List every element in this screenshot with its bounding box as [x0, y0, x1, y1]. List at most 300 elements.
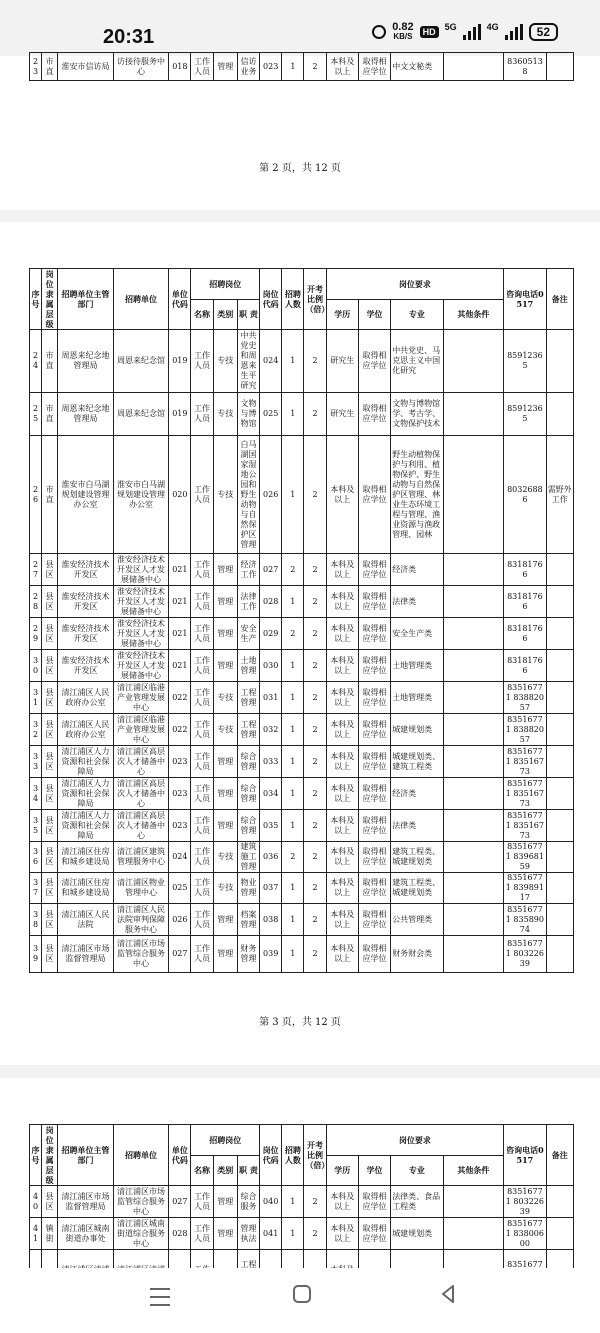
cell-num: 1 [282, 330, 304, 393]
cell-name: 工作人员 [191, 778, 213, 810]
cell-unit: 淮安经济技术开发区人才发展储备中心 [113, 586, 169, 618]
cell-other [443, 650, 504, 682]
page-footer: 第 2 页，共 12 页 [259, 163, 341, 174]
cell-type: 管理 [213, 1186, 237, 1218]
header-edu: 学历 [326, 299, 358, 330]
header-post-group: 招聘岗位 [191, 1125, 260, 1156]
cell-phone: 83516771 83882057 [504, 682, 546, 714]
menu-icon[interactable] [150, 1288, 170, 1306]
cell-dept: 周恩来纪念地管理局 [58, 330, 114, 393]
cell-ucode: 021 [169, 650, 191, 682]
cell-ratio: 2 [304, 682, 326, 714]
cell-degree: 取得相应学位 [358, 873, 390, 904]
cell-dept: 淮安经济技术开发区 [58, 554, 114, 586]
cell-duty: 信访业务 [237, 53, 259, 81]
cell-major: 土地管理类 [391, 682, 443, 714]
cell-name: 工作人员 [191, 436, 213, 554]
cell-note [546, 936, 573, 973]
cell-note [546, 586, 573, 618]
cell-duty: 综合管理 [237, 778, 259, 810]
cell-duty: 管理执法 [237, 1218, 259, 1250]
cell-other [443, 618, 504, 650]
cell-edu: 研究生 [326, 393, 358, 436]
cell-duty: 经济工作 [237, 554, 259, 586]
header-level: 岗位隶属层级 [42, 269, 58, 330]
cell-other [443, 1218, 504, 1250]
cell-major: 安全生产类 [391, 618, 443, 650]
cell-other [443, 714, 504, 746]
cell-major: 中共党史、马克思主义中国化研究 [391, 330, 443, 393]
header-num: 招聘人数 [282, 1125, 304, 1186]
cell-major: 土地管理类 [391, 650, 443, 682]
cell-name: 工作人员 [191, 393, 213, 436]
header-post-name: 名称 [191, 1155, 213, 1186]
cell-ucode: 021 [169, 554, 191, 586]
cell-dept: 清江浦区人民法院 [58, 904, 114, 936]
cell-degree: 取得相应学位 [358, 330, 390, 393]
cell-note [546, 842, 573, 873]
cell-edu: 本科及以上 [326, 873, 358, 904]
cell-other [443, 554, 504, 586]
cell-degree: 取得相应学位 [358, 842, 390, 873]
cell-name: 工作人员 [191, 554, 213, 586]
cell-level: 市直 [42, 393, 58, 436]
header-post-type: 类别 [213, 299, 237, 330]
cell-type: 专技 [213, 330, 237, 393]
cell-name: 工作人员 [191, 1186, 213, 1218]
header-major: 专业 [391, 299, 443, 330]
cell-seq: 33 [30, 746, 42, 778]
cell-unit: 清江浦区高层次人才储备中心 [113, 810, 169, 842]
cell-level: 县区 [42, 746, 58, 778]
cell-unit: 清江浦区建筑管理服务中心 [113, 842, 169, 873]
cell-phone: 83516771 83989117 [504, 873, 546, 904]
cell-type: 专技 [213, 393, 237, 436]
cell-degree: 取得相应学位 [358, 746, 390, 778]
cell-degree: 取得相应学位 [358, 810, 390, 842]
cell-pcode: 028 [260, 586, 282, 618]
cell-num: 1 [282, 393, 304, 436]
cell-ratio: 2 [304, 778, 326, 810]
header-pcode: 岗位代码 [260, 269, 282, 330]
cell-degree: 取得相应学位 [358, 436, 390, 554]
cell-num: 1 [282, 53, 304, 81]
cell-dept: 淮安市白马湖规划建设管理办公室 [58, 436, 114, 554]
cell-num: 2 [282, 554, 304, 586]
cell-ratio: 2 [304, 873, 326, 904]
cell-ratio: 2 [304, 53, 326, 81]
header-other: 其他条件 [443, 1155, 504, 1186]
cell-phone: 83516771 83516773 [504, 746, 546, 778]
header-dept: 招聘单位主管部门 [58, 1125, 114, 1186]
cell-dept: 淮安市信访局 [58, 53, 114, 81]
cell-level: 县区 [42, 1186, 58, 1218]
cell-edu: 本科及以上 [326, 650, 358, 682]
cell-level: 市直 [42, 436, 58, 554]
cell-major: 城建规划类 [391, 714, 443, 746]
cell-degree: 取得相应学位 [358, 393, 390, 436]
cell-type: 管理 [213, 778, 237, 810]
header-requirements: 岗位要求 [326, 1125, 504, 1156]
cell-note [546, 650, 573, 682]
cell-seq: 30 [30, 650, 42, 682]
cell-note [546, 393, 573, 436]
speed-unit: KB/S [393, 32, 413, 41]
cell-major: 中文文秘类 [391, 53, 443, 81]
cell-pcode: 034 [260, 778, 282, 810]
cell-level: 县区 [42, 936, 58, 973]
cell-name: 工作人员 [191, 873, 213, 904]
cell-num: 1 [282, 436, 304, 554]
cell-edu: 研究生 [326, 330, 358, 393]
cell-note [546, 778, 573, 810]
cell-duty: 物业管理 [237, 873, 259, 904]
cell-major: 建筑工程类、城建规划类 [391, 873, 443, 904]
cell-num: 1 [282, 778, 304, 810]
cell-degree: 取得相应学位 [358, 1218, 390, 1250]
cell-name: 工作人员 [191, 936, 213, 973]
table-row [30, 650, 574, 682]
cell-edu: 本科及以上 [326, 436, 358, 554]
table-row [30, 1186, 574, 1218]
cell-name: 工作人员 [191, 810, 213, 842]
cell-seq: 38 [30, 904, 42, 936]
header-requirements: 岗位要求 [326, 269, 504, 300]
cell-seq: 26 [30, 436, 42, 554]
cell-name: 工作人员 [191, 1218, 213, 1250]
cell-ratio: 2 [304, 842, 326, 873]
cell-type: 管理 [213, 53, 237, 81]
cell-ratio: 2 [304, 1186, 326, 1218]
cell-pcode: 026 [260, 436, 282, 554]
cell-num: 1 [282, 586, 304, 618]
signal-icon [463, 24, 481, 40]
cell-dept: 清江浦区人民政府办公室 [58, 682, 114, 714]
cell-phone: 85912365 [504, 330, 546, 393]
table-row [30, 436, 574, 554]
cell-note [546, 810, 573, 842]
header-unit: 招聘单位 [113, 1125, 169, 1186]
cell-degree: 取得相应学位 [358, 1186, 390, 1218]
cell-ratio: 2 [304, 618, 326, 650]
table-row [30, 586, 574, 618]
cell-ucode: 020 [169, 436, 191, 554]
header-degree: 学位 [358, 299, 390, 330]
cell-ucode: 022 [169, 714, 191, 746]
cell-name: 工作人员 [191, 53, 213, 81]
cell-num: 1 [282, 810, 304, 842]
cell-degree: 取得相应学位 [358, 650, 390, 682]
cell-degree: 取得相应学位 [358, 554, 390, 586]
cell-unit: 清江浦区城南街道综合服务中心 [113, 1218, 169, 1250]
cell-dept: 清江浦区人力资源和社会保障局 [58, 810, 114, 842]
network-type-2: 4G [486, 22, 499, 32]
cell-num: 1 [282, 936, 304, 973]
hd-icon: HD [420, 26, 439, 38]
cell-pcode: 038 [260, 904, 282, 936]
cell-other [443, 873, 504, 904]
cell-seq: 37 [30, 873, 42, 904]
cell-ucode: 027 [169, 1186, 191, 1218]
cell-ucode: 019 [169, 330, 191, 393]
cell-pcode: 033 [260, 746, 282, 778]
battery-level: 52 [536, 25, 550, 39]
cell-seq: 32 [30, 714, 42, 746]
cell-edu: 本科及以上 [326, 586, 358, 618]
cell-type: 管理 [213, 904, 237, 936]
cell-note [546, 1218, 573, 1250]
cell-major: 野生动植物保护与利用、植物保护、野生动物与自然保护区管理、林业生态环境工程与管理、渔业资源与渔政管理、园林 [391, 436, 443, 554]
cell-edu: 本科及以上 [326, 810, 358, 842]
cell-phone: 83181766 [504, 650, 546, 682]
cell-note: 需野外工作 [546, 436, 573, 554]
cell-name: 工作人员 [191, 618, 213, 650]
alarm-icon [372, 25, 386, 39]
cell-type: 专技 [213, 436, 237, 554]
cell-unit: 淮安经济技术开发区人才发展储备中心 [113, 618, 169, 650]
cell-note [546, 1186, 573, 1218]
cell-phone: 83516771 80322639 [504, 1186, 546, 1218]
cell-degree: 取得相应学位 [358, 682, 390, 714]
cell-degree: 取得相应学位 [358, 586, 390, 618]
cell-type: 专技 [213, 842, 237, 873]
table-row [30, 842, 574, 873]
cell-duty: 法律工作 [237, 586, 259, 618]
clock: 20:31 [103, 26, 155, 48]
cell-type: 管理 [213, 810, 237, 842]
cell-seq: 29 [30, 618, 42, 650]
cell-ucode: 019 [169, 393, 191, 436]
cell-ucode: 021 [169, 618, 191, 650]
back-icon[interactable] [440, 1284, 456, 1304]
cell-edu: 本科及以上 [326, 746, 358, 778]
cell-unit: 清江浦区物业管理中心 [113, 873, 169, 904]
cell-type: 管理 [213, 554, 237, 586]
recruitment-table [29, 52, 574, 81]
cell-level: 县区 [42, 873, 58, 904]
header-post-name: 名称 [191, 299, 213, 330]
table-row [30, 1218, 574, 1250]
cell-seq: 24 [30, 330, 42, 393]
cell-degree: 取得相应学位 [358, 714, 390, 746]
cell-ratio: 2 [304, 586, 326, 618]
cell-other [443, 842, 504, 873]
cell-degree: 取得相应学位 [358, 904, 390, 936]
cell-phone: 83516771 83516773 [504, 810, 546, 842]
cell-note [546, 682, 573, 714]
table-row [30, 393, 574, 436]
cell-name: 工作人员 [191, 330, 213, 393]
table-row [30, 554, 574, 586]
table-row [30, 904, 574, 936]
cell-seq: 35 [30, 810, 42, 842]
cell-phone: 83516771 80322639 [504, 936, 546, 973]
cell-pcode: 032 [260, 714, 282, 746]
cell-unit: 访接待服务中心 [113, 53, 169, 81]
table-row [30, 778, 574, 810]
header-unit: 招聘单位 [113, 269, 169, 330]
cell-pcode: 037 [260, 873, 282, 904]
cell-duty: 工程管理 [237, 714, 259, 746]
cell-edu: 本科及以上 [326, 778, 358, 810]
cell-dept: 清江浦区住房和城乡建设局 [58, 873, 114, 904]
cell-pcode: 024 [260, 330, 282, 393]
header-dept: 招聘单位主管部门 [58, 269, 114, 330]
cell-duty: 档案管理 [237, 904, 259, 936]
cell-seq: 28 [30, 586, 42, 618]
table-row [30, 810, 574, 842]
cell-level: 县区 [42, 714, 58, 746]
cell-edu: 本科及以上 [326, 618, 358, 650]
cell-name: 工作人员 [191, 842, 213, 873]
cell-level: 县区 [42, 586, 58, 618]
cell-duty: 工程管理 [237, 682, 259, 714]
header-duty: 职 责 [237, 1155, 259, 1186]
header-phone: 咨询电话0517 [504, 1125, 546, 1186]
cell-note [546, 746, 573, 778]
cell-unit: 周恩来纪念馆 [113, 330, 169, 393]
header-edu: 学历 [326, 1155, 358, 1186]
cell-dept: 淮安经济技术开发区 [58, 618, 114, 650]
cell-num: 1 [282, 1218, 304, 1250]
cell-ratio: 2 [304, 393, 326, 436]
header-post-group: 招聘岗位 [191, 269, 260, 300]
cell-ratio: 2 [304, 1218, 326, 1250]
document-page [0, 56, 600, 210]
cell-type: 管理 [213, 1218, 237, 1250]
cell-ucode: 026 [169, 904, 191, 936]
cell-name: 工作人员 [191, 904, 213, 936]
cell-edu: 本科及以上 [326, 1218, 358, 1250]
cell-note [546, 714, 573, 746]
table-row [30, 330, 574, 393]
cell-name: 工作人员 [191, 682, 213, 714]
cell-ucode: 023 [169, 778, 191, 810]
header-ucode: 单位代码 [169, 1125, 191, 1186]
cell-degree: 取得相应学位 [358, 618, 390, 650]
cell-duty: 财务管理 [237, 936, 259, 973]
cell-major: 城建规划类 [391, 1218, 443, 1250]
header-note: 备注 [546, 1125, 573, 1186]
cell-ratio: 2 [304, 330, 326, 393]
signal-icon [505, 24, 523, 40]
cell-name: 工作人员 [191, 714, 213, 746]
cell-edu: 本科及以上 [326, 1186, 358, 1218]
cell-pcode: 039 [260, 936, 282, 973]
cell-pcode: 030 [260, 650, 282, 682]
cell-other [443, 53, 504, 81]
table-row [30, 682, 574, 714]
header-ratio: 开考比例（倍） [304, 1125, 326, 1186]
cell-num: 1 [282, 714, 304, 746]
header-seq: 序号 [30, 269, 42, 330]
navigation-bar [0, 1268, 600, 1333]
cell-ucode: 023 [169, 810, 191, 842]
cell-level: 县区 [42, 810, 58, 842]
cell-pcode: 027 [260, 554, 282, 586]
cell-unit: 淮安经济技术开发区人才发展储备中心 [113, 554, 169, 586]
cell-phone: 83516771 83516773 [504, 778, 546, 810]
cell-phone: 83516771 83882057 [504, 714, 546, 746]
cell-duty: 白马湖国家湿地公园和野生动物与自然保护区管理 [237, 436, 259, 554]
header-major: 专业 [391, 1155, 443, 1186]
cell-major: 法律类、食品工程类 [391, 1186, 443, 1218]
header-ratio: 开考比例（倍） [304, 269, 326, 330]
cell-name: 工作人员 [191, 746, 213, 778]
cell-name: 工作人员 [191, 586, 213, 618]
cell-major: 文物与博物馆学、考古学、文物保护技术 [391, 393, 443, 436]
home-icon[interactable] [293, 1285, 311, 1303]
cell-type: 专技 [213, 682, 237, 714]
cell-phone: 8351677 [504, 1250, 546, 1290]
cell-degree: 取得相应学位 [358, 936, 390, 973]
cell-dept: 清江浦区人力资源和社会保障局 [58, 778, 114, 810]
cell-unit: 淮安市白马湖规划建设管理办公室 [113, 436, 169, 554]
cell-note [546, 554, 573, 586]
cell-phone: 85912365 [504, 393, 546, 436]
header-level: 岗位隶属层级 [42, 1125, 58, 1186]
cell-type: 管理 [213, 586, 237, 618]
cell-seq: 23 [30, 53, 42, 81]
cell-duty: 中共党史和周恩来生平研究 [237, 330, 259, 393]
cell-edu: 本科及以上 [326, 53, 358, 81]
table-row [30, 53, 574, 81]
cell-other [443, 436, 504, 554]
table-row [30, 746, 574, 778]
header-num: 招聘人数 [282, 269, 304, 330]
cell-ucode: 023 [169, 746, 191, 778]
cell-level: 县区 [42, 554, 58, 586]
recruitment-table [29, 268, 574, 973]
cell-pcode: 023 [260, 53, 282, 81]
cell-ratio: 2 [304, 554, 326, 586]
cell-duty: 工程 [237, 1250, 259, 1290]
cell-type: 管理 [213, 936, 237, 973]
cell-edu: 本科及以上 [326, 904, 358, 936]
cell-unit: 淮安经济技术开发区人才发展储备中心 [113, 650, 169, 682]
cell-dept: 淮安经济技术开发区 [58, 650, 114, 682]
cell-seq: 25 [30, 393, 42, 436]
cell-seq: 40 [30, 1186, 42, 1218]
cell-type: 管理 [213, 650, 237, 682]
cell-other [443, 810, 504, 842]
cell-num: 1 [282, 682, 304, 714]
cell-edu: 本科及以上 [326, 682, 358, 714]
cell-unit: 清江浦区市场监管综合服务中心 [113, 936, 169, 973]
cell-pcode: 029 [260, 618, 282, 650]
cell-note [546, 873, 573, 904]
table-row [30, 873, 574, 904]
document-page [0, 222, 600, 1065]
cell-duty: 建筑施工管理 [237, 842, 259, 873]
cell-dept: 清江浦区住房和城乡建设局 [58, 842, 114, 873]
cell-unit: 清江浦区临港产业管理发展中心 [113, 682, 169, 714]
cell-num: 2 [282, 842, 304, 873]
cell-other [443, 682, 504, 714]
cell-pcode: 035 [260, 810, 282, 842]
cell-level: 县区 [42, 650, 58, 682]
cell-other [443, 586, 504, 618]
cell-phone: 80326886 [504, 436, 546, 554]
cell-ucode: 028 [169, 1218, 191, 1250]
cell-seq: 36 [30, 842, 42, 873]
cell-edu: 本科及以上 [326, 554, 358, 586]
cell-num: 1 [282, 1186, 304, 1218]
cell-dept: 周恩来纪念地管理局 [58, 393, 114, 436]
cell-phone: 83605138 [504, 53, 546, 81]
table-row [30, 618, 574, 650]
cell-pcode: 025 [260, 393, 282, 436]
